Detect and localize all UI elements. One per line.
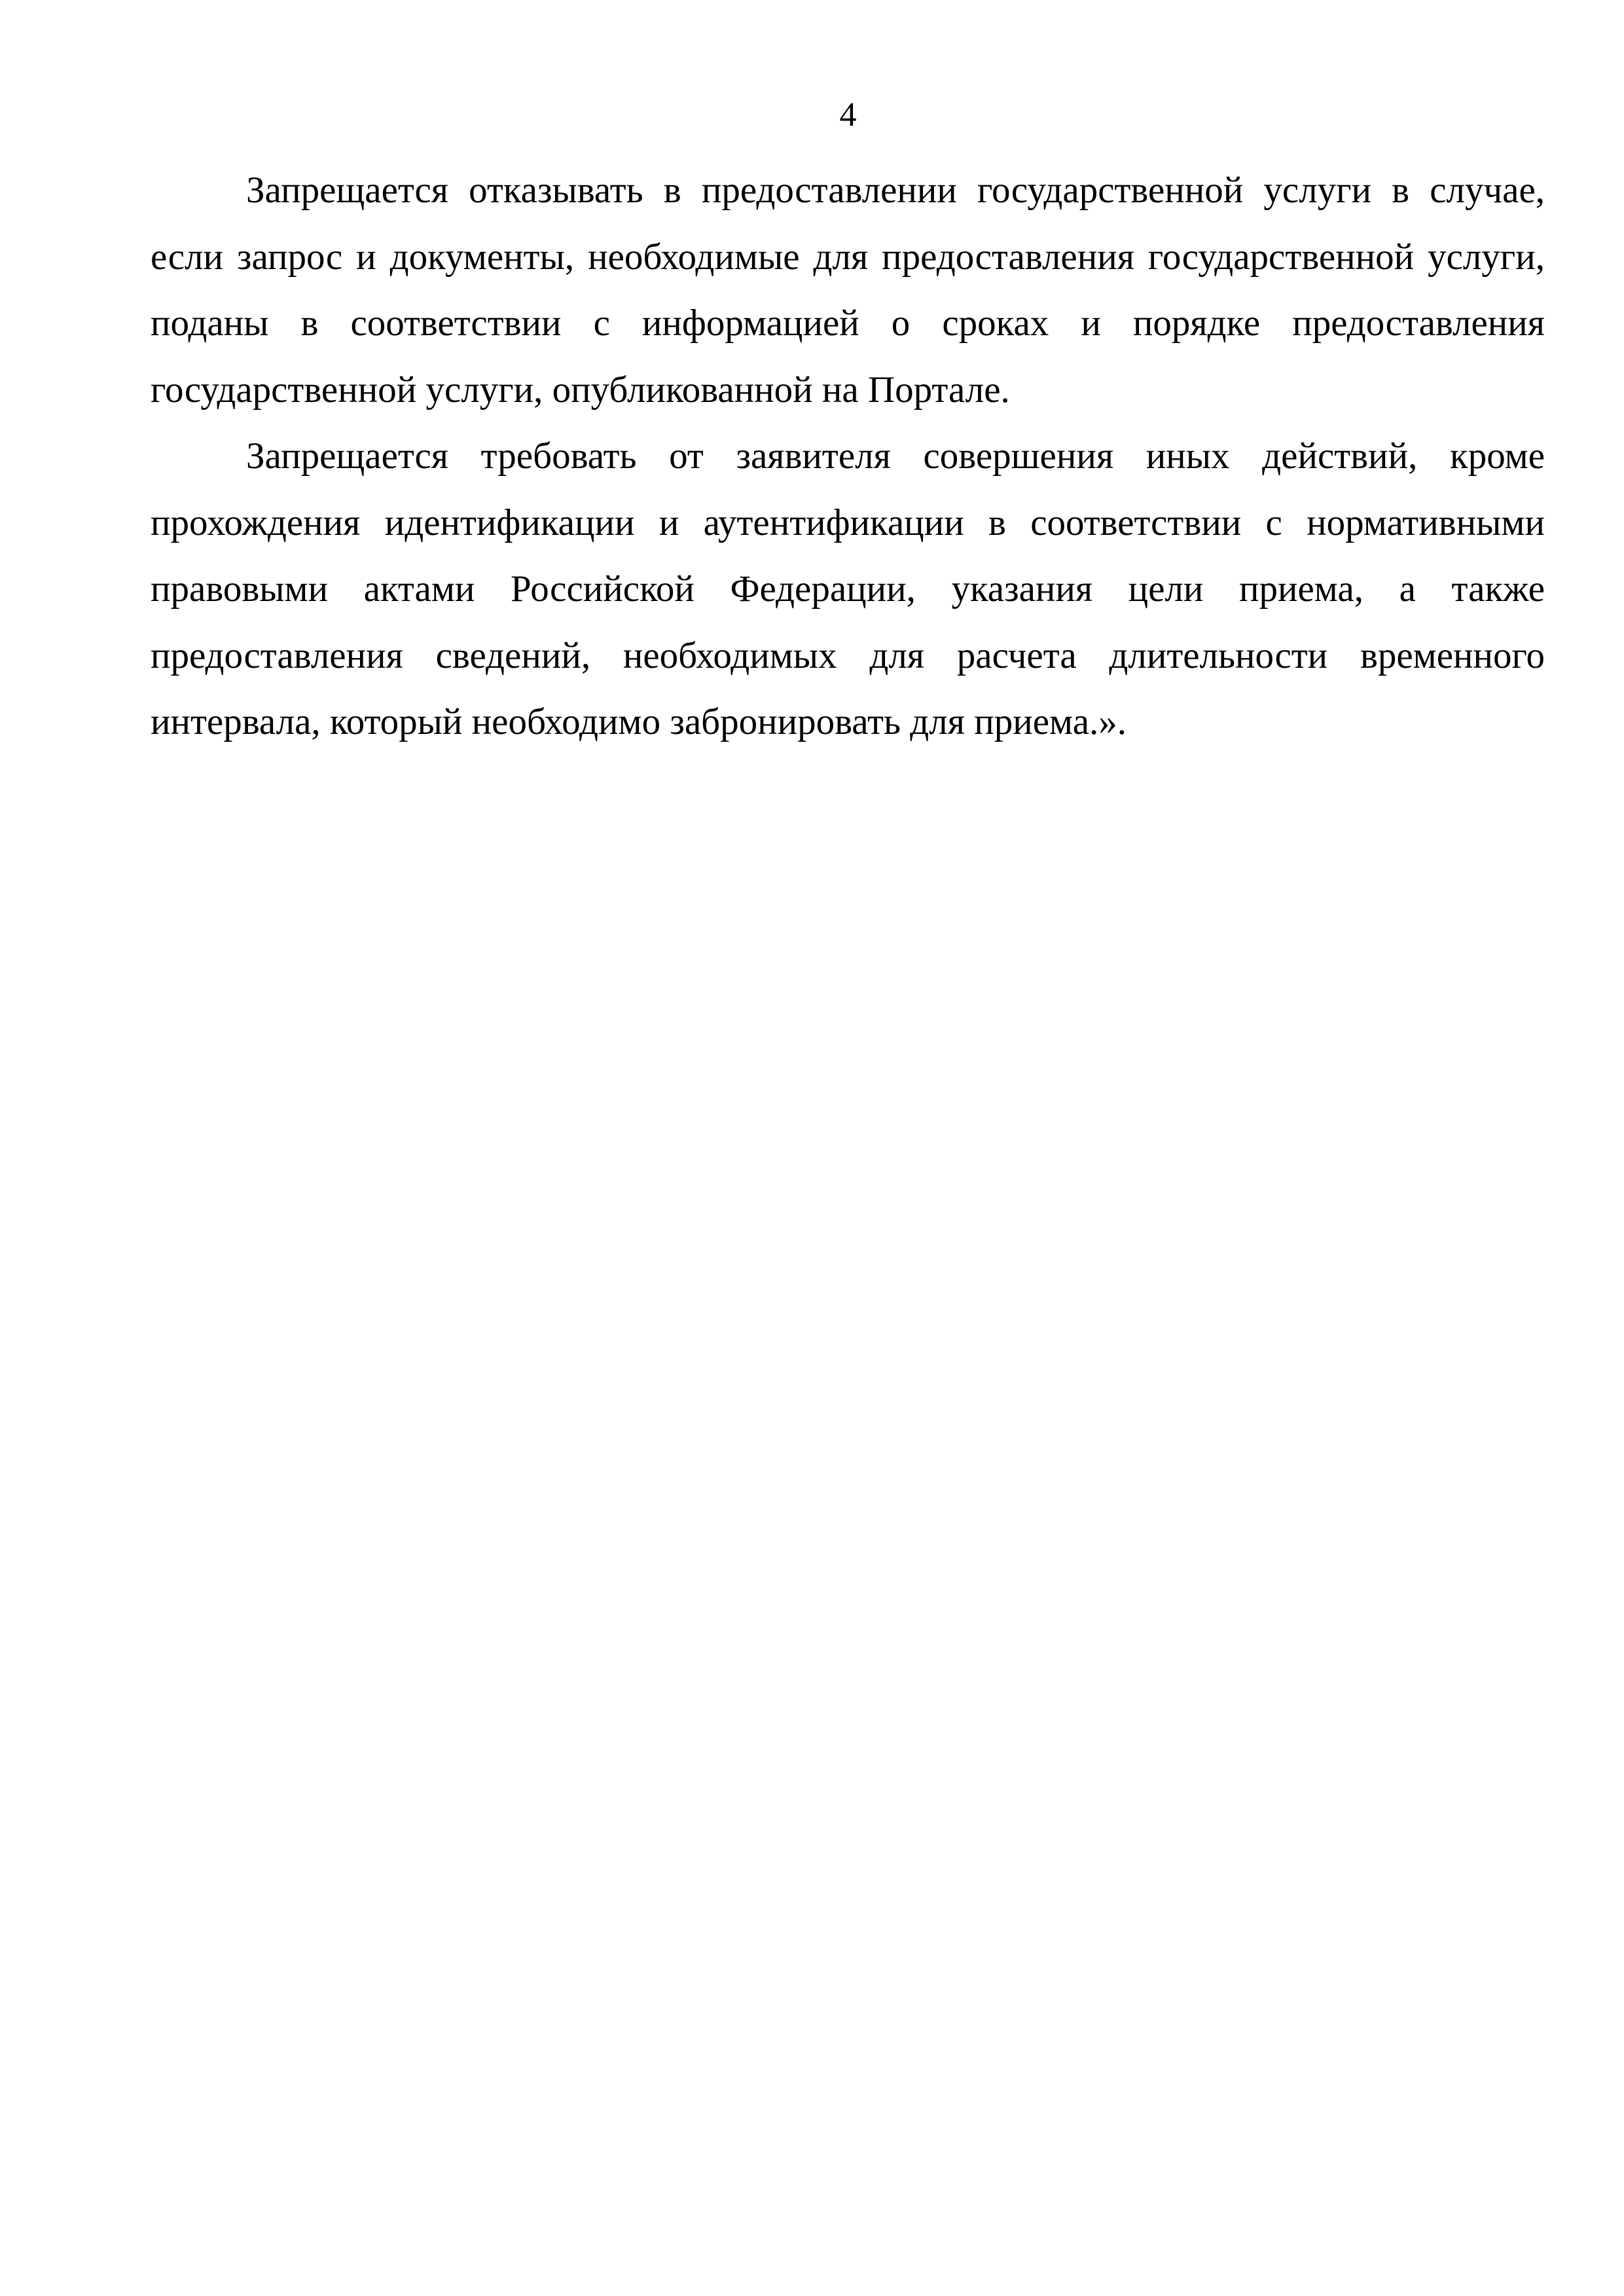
page-number: 4 bbox=[839, 96, 857, 134]
paragraph-refusal-prohibition: Запрещается отказывать в предоставлении государственной услуги в случае, если запрос и документы, необходимые для предоставления государственной услуги, поданы в соответствии с информацией о сроках и порядке предоставления государственной услуги, опубликованной на Портале. bbox=[151, 170, 1545, 410]
document-body bbox=[151, 157, 1545, 756]
paragraph-requirement-prohibition: Запрещается требовать от заявителя совершения иных действий, кроме прохождения идентификации и аутентификации в соответствии с нормативными правовыми актами Российской Федерации, указания цели приема, а также предоставления сведений, необходимых для расчета длительности временного интервала, который необходимо забронировать для приема.». bbox=[151, 435, 1545, 742]
